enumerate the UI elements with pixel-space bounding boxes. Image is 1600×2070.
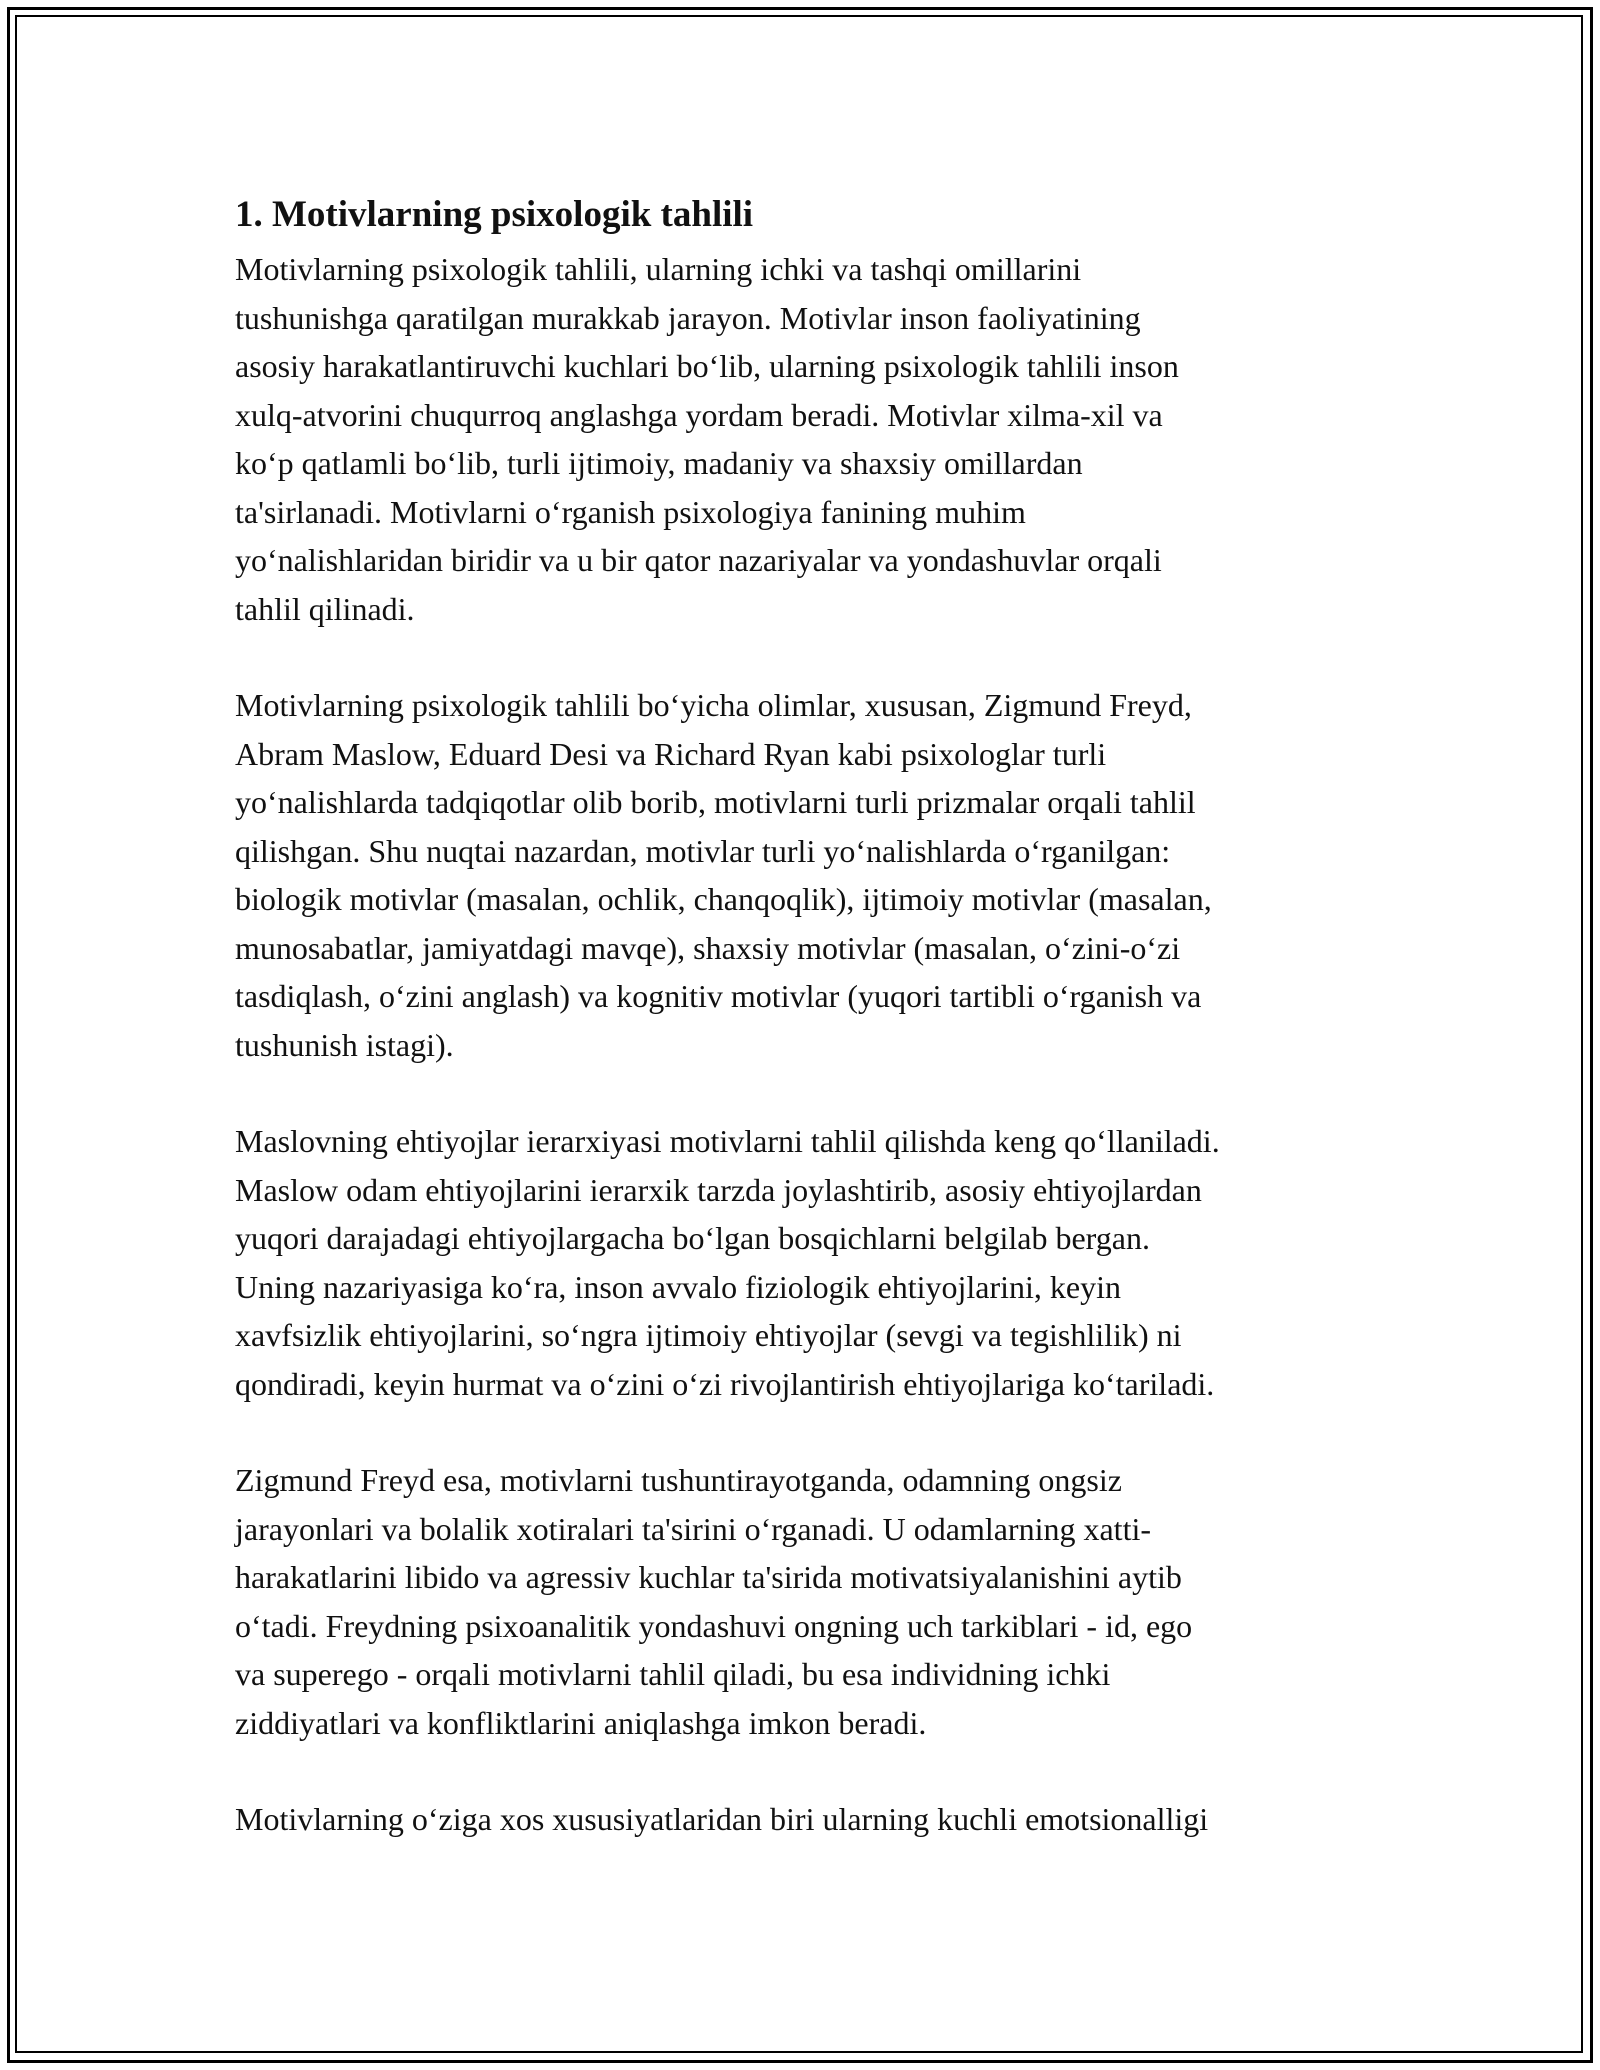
text-line: Motivlarning psixologik tahlili, ularning ichki va tashqi omillarini xyxy=(235,251,1082,287)
text-line: Motivlarning psixologik tahlili bo‘yicha olimlar, xususan, Zigmund Freyd, xyxy=(235,687,1192,723)
text-line: harakatlarini libido va agressiv kuchlar ta'sirida motivatsiyalanishini aytib xyxy=(235,1559,1182,1595)
text-line: ta'sirlanadi. Motivlarni o‘rganish psixologiya fanining muhim xyxy=(235,493,1026,530)
paragraph xyxy=(235,1795,1385,1844)
text-line: tushunish istagi). xyxy=(235,1026,454,1063)
text-line: Maslovning ehtiyojlar ierarxiyasi motivlarni tahlil qilishda keng qo‘llaniladi. xyxy=(235,1123,1220,1159)
paragraph xyxy=(235,1456,1385,1747)
text-line: tahlil qilinadi. xyxy=(235,590,415,627)
text-line: asosiy harakatlantiruvchi kuchlari bo‘lib, ularning psixologik tahlili inson xyxy=(235,348,1179,384)
paragraph xyxy=(235,1117,1385,1408)
text-line: va superego - orqali motivlarni tahlil qiladi, bu esa individning ichki xyxy=(235,1656,1111,1692)
document-page xyxy=(235,185,1385,1844)
text-line: xavfsizlik ehtiyojlarini, so‘ngra ijtimoiy ehtiyojlar (sevgi va tegishlilik) ni xyxy=(235,1317,1182,1353)
text-line: munosabatlar, jamiyatdagi mavqe), shaxsiy motivlar (masalan, o‘zini-o‘zi xyxy=(235,929,1181,966)
paragraph xyxy=(235,245,1385,633)
text-line: yuqori darajadagi ehtiyojlargacha bo‘lgan bosqichlarni belgilab bergan. xyxy=(235,1220,1150,1256)
text-line: o‘tadi. Freydning psixoanalitik yondashuvi ongning uch tarkiblari - id, ego xyxy=(235,1607,1193,1644)
section-heading: 1. Motivlarning psixologik tahlili xyxy=(235,194,754,235)
text-line: xulq-atvorini chuqurroq anglashga yordam beradi. Motivlar xilma-xil va xyxy=(235,396,1163,433)
text-line: yo‘nalishlaridan biridir va u bir qator nazariyalar va yondashuvlar orqali xyxy=(235,542,1162,578)
paragraph-spacer xyxy=(235,1408,1385,1456)
text-line: yo‘nalishlarda tadqiqotlar olib borib, motivlarni turli prizmalar orqali tahlil xyxy=(235,784,1196,820)
text-line: qilishgan. Shu nuqtai nazardan, motivlar turli yo‘nalishlarda o‘rganilgan: xyxy=(235,832,1171,869)
paragraph xyxy=(235,681,1385,1069)
paragraph-spacer xyxy=(235,633,1385,681)
paragraph-spacer xyxy=(235,1069,1385,1117)
text-line: tushunishga qaratilgan murakkab jarayon. Motivlar inson faoliyatining xyxy=(235,299,1141,336)
text-line: Abram Maslow, Eduard Desi va Richard Ryan kabi psixologlar turli xyxy=(235,735,1107,772)
text-line: tasdiqlash, o‘zini anglash) va kognitiv motivlar (yuqori tartibli o‘rganish va xyxy=(235,978,1202,1014)
text-line: biologik motivlar (masalan, ochlik, chanqoqlik), ijtimoiy motivlar (masalan, xyxy=(235,881,1212,917)
text-line: jarayonlari va bolalik xotiralari ta'sirini o‘rganadi. U odamlarning xatti- xyxy=(235,1510,1151,1547)
text-line: Motivlarning o‘ziga xos xususiyatlaridan biri ularning kuchli emotsionalligi xyxy=(235,1801,1209,1837)
paragraph-spacer xyxy=(235,1747,1385,1795)
text-line: Zigmund Freyd esa, motivlarni tushuntirayotganda, odamning ongsiz xyxy=(235,1462,1122,1498)
text-line: ziddiyatlari va konfliktlarini aniqlashga imkon beradi. xyxy=(235,1704,927,1741)
document-body xyxy=(235,245,1385,1844)
text-line: Uning nazariyasiga ko‘ra, inson avvalo fiziologik ehtiyojlarini, keyin xyxy=(235,1268,1121,1305)
text-line: ko‘p qatlamli bo‘lib, turli ijtimoiy, madaniy va shaxsiy omillardan xyxy=(235,445,1083,481)
text-line: qondiradi, keyin hurmat va o‘zini o‘zi rivojlantirish ehtiyojlariga ko‘tariladi. xyxy=(235,1365,1215,1402)
text-line: Maslow odam ehtiyojlarini ierarxik tarzda joylashtirib, asosiy ehtiyojlardan xyxy=(235,1171,1202,1208)
